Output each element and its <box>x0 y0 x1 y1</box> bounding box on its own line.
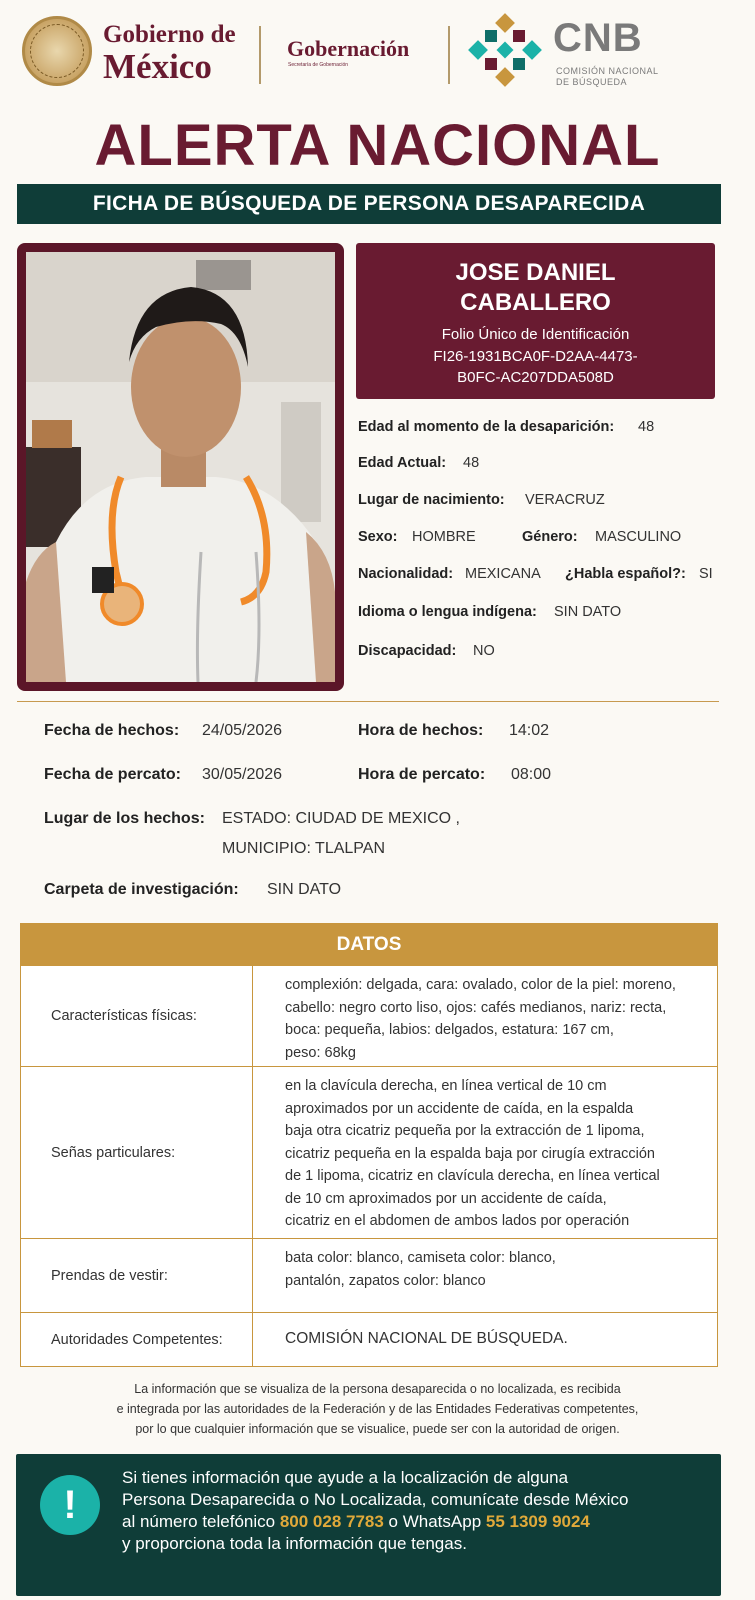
nacionalidad-label: Nacionalidad: <box>358 566 454 582</box>
row-line: bata color: blanco, camiseta color: blanco, <box>285 1250 556 1266</box>
gob-line1: Gobierno de <box>103 21 236 48</box>
table-row <box>21 1238 717 1312</box>
cnb-logo-text: CNB <box>553 16 643 60</box>
name-box <box>356 243 715 399</box>
row-line: baja otra cicatriz pequeña por la extracción de 1 lipoma, <box>285 1123 645 1139</box>
row-value <box>253 1067 717 1238</box>
cnb-sub-line2: DE BÚSQUEDA <box>556 77 628 87</box>
edad-desap-label: Edad al momento de la desaparición: <box>358 419 615 435</box>
disclaimer <box>40 1379 715 1439</box>
cnb-sub-line1: COMISIÓN NACIONAL <box>556 66 659 76</box>
fecha-percato-value: 30/05/2026 <box>202 766 283 783</box>
header-divider <box>259 26 261 84</box>
row-label: Prendas de vestir: <box>21 1239 253 1312</box>
contact-text <box>122 1467 712 1555</box>
hora-hechos-value: 14:02 <box>509 722 550 739</box>
folio-value <box>356 346 715 388</box>
gob-line2: México <box>103 47 212 86</box>
gobernacion-logo: Gobernación <box>287 36 410 61</box>
row-line: complexión: delgada, cara: ovalado, color de la piel: moreno, <box>285 977 676 993</box>
table-row <box>21 1312 717 1366</box>
discapacidad-label: Discapacidad: <box>358 643 457 659</box>
row-value <box>253 1313 717 1366</box>
contact-line2: Persona Desaparecida o No Localizada, comunícate desde México <box>122 1490 629 1509</box>
contact-line3a: al número telefónico <box>122 1512 280 1531</box>
discapacidad-value: NO <box>473 643 495 659</box>
person-photo <box>26 252 335 682</box>
contact-line3b: o WhatsApp <box>383 1512 486 1531</box>
row-line: en la clavícula derecha, en línea vertical de 10 cm <box>285 1078 607 1094</box>
row-label: Características físicas: <box>21 966 253 1066</box>
folio-label: Folio Único de Identificación <box>441 326 630 343</box>
contact-line3 <box>122 1511 712 1533</box>
disclaimer-line3: por lo que cualquier información que se visualice, puede ser con la autoridad de origen. <box>135 1422 620 1436</box>
folio-line1: FI26-1931BCA0F-D2AA-4473- <box>433 348 638 365</box>
lugar-nac-value: VERACRUZ <box>525 492 605 508</box>
subtitle-bar: FICHA DE BÚSQUEDA DE PERSONA DESAPARECIDA <box>17 184 721 224</box>
edad-actual-label: Edad Actual: <box>358 455 447 471</box>
hora-percato-value: 08:00 <box>511 766 552 783</box>
lugar-hechos-line2: MUNICIPIO: TLALPAN <box>222 840 385 857</box>
header-divider <box>448 26 450 84</box>
sexo-label: Sexo: <box>358 529 398 545</box>
hora-hechos-label: Hora de hechos: <box>358 722 484 739</box>
sexo-value: HOMBRE <box>412 529 476 545</box>
exclamation-icon: ! <box>40 1475 100 1535</box>
row-line: de 10 cm aproximados por un accidente de caída, <box>285 1190 607 1207</box>
row-line: COMISIÓN NACIONAL DE BÚSQUEDA. <box>285 1330 568 1348</box>
contact-line4: y proporciona toda la información que tengas. <box>122 1534 467 1553</box>
seal-ring <box>30 24 84 78</box>
cnb-emblem-icon <box>465 10 545 90</box>
nacionalidad-value: MEXICANA <box>465 566 541 582</box>
genero-label: Género: <box>522 529 578 545</box>
row-line: pantalón, zapatos color: blanco <box>285 1272 486 1289</box>
alert-title: ALERTA NACIONAL <box>94 113 661 178</box>
fecha-hechos-label: Fecha de hechos: <box>44 722 180 739</box>
lugar-hechos-line1: ESTADO: CIUDAD DE MEXICO , <box>222 810 460 827</box>
table-row <box>21 965 717 1066</box>
cnb-subtitle <box>556 66 659 88</box>
genero-value: MASCULINO <box>595 529 682 545</box>
gobernacion-sub: Secretaría de Gobernación <box>288 62 349 68</box>
edad-actual-value: 48 <box>463 455 480 471</box>
row-line: cicatriz pequeña en la espalda baja por cirugía extracción <box>285 1145 655 1162</box>
name-line2: CABALLERO <box>460 289 611 316</box>
row-line: peso: 68kg <box>285 1044 356 1061</box>
habla-label: ¿Habla español?: <box>565 566 686 582</box>
person-name <box>356 243 715 318</box>
carpeta-label: Carpeta de investigación: <box>44 881 239 898</box>
section-divider <box>17 701 719 702</box>
edad-desap-value: 48 <box>638 419 655 435</box>
row-label: Señas particulares: <box>21 1067 253 1238</box>
lugar-hechos-label: Lugar de los hechos: <box>44 810 205 827</box>
row-label: Autoridades Competentes: <box>21 1313 253 1366</box>
carpeta-value: SIN DATO <box>267 881 342 898</box>
fecha-hechos-value: 24/05/2026 <box>202 722 283 739</box>
row-value <box>253 1239 717 1312</box>
name-line1: JOSE DANIEL <box>455 259 616 286</box>
row-line: cabello: negro corto liso, ojos: cafés medianos, nariz: recta, <box>285 999 667 1016</box>
row-line: aproximados por un accidente de caída, en la espalda <box>285 1100 634 1117</box>
whatsapp-number[interactable]: 55 1309 9024 <box>485 1512 590 1531</box>
habla-value: SI <box>699 566 713 582</box>
fecha-percato-label: Fecha de percato: <box>44 766 181 783</box>
idioma-label: Idioma o lengua indígena: <box>358 604 537 620</box>
gobierno-de-mexico-logo <box>103 22 236 84</box>
disclaimer-line2: e integrada por las autoridades de la Federación y de las Entidades Federativas competentes, <box>116 1402 639 1416</box>
datos-table <box>20 923 718 1367</box>
idioma-value: SIN DATO <box>554 604 622 620</box>
row-line: cicatriz en el abdomen de ambos lados por operación <box>285 1213 630 1229</box>
row-value <box>253 966 717 1066</box>
contact-line1: Si tienes información que ayude a la localización de alguna <box>122 1468 569 1487</box>
phone-number[interactable]: 800 028 7783 <box>279 1512 384 1531</box>
datos-heading: DATOS <box>21 924 717 965</box>
folio-line2: B0FC-AC207DDA508D <box>457 369 614 386</box>
row-line: boca: pequeña, labios: delgados, estatura: 167 cm, <box>285 1022 614 1038</box>
lugar-nac-label: Lugar de nacimiento: <box>358 492 505 508</box>
row-line: de 1 lipoma, cicatriz en clavícula derecha, en línea vertical <box>285 1168 660 1184</box>
disclaimer-line1: La información que se visualiza de la persona desaparecida o no localizada, es recibida <box>134 1382 621 1396</box>
hora-percato-label: Hora de percato: <box>358 766 486 783</box>
table-row <box>21 1066 717 1238</box>
